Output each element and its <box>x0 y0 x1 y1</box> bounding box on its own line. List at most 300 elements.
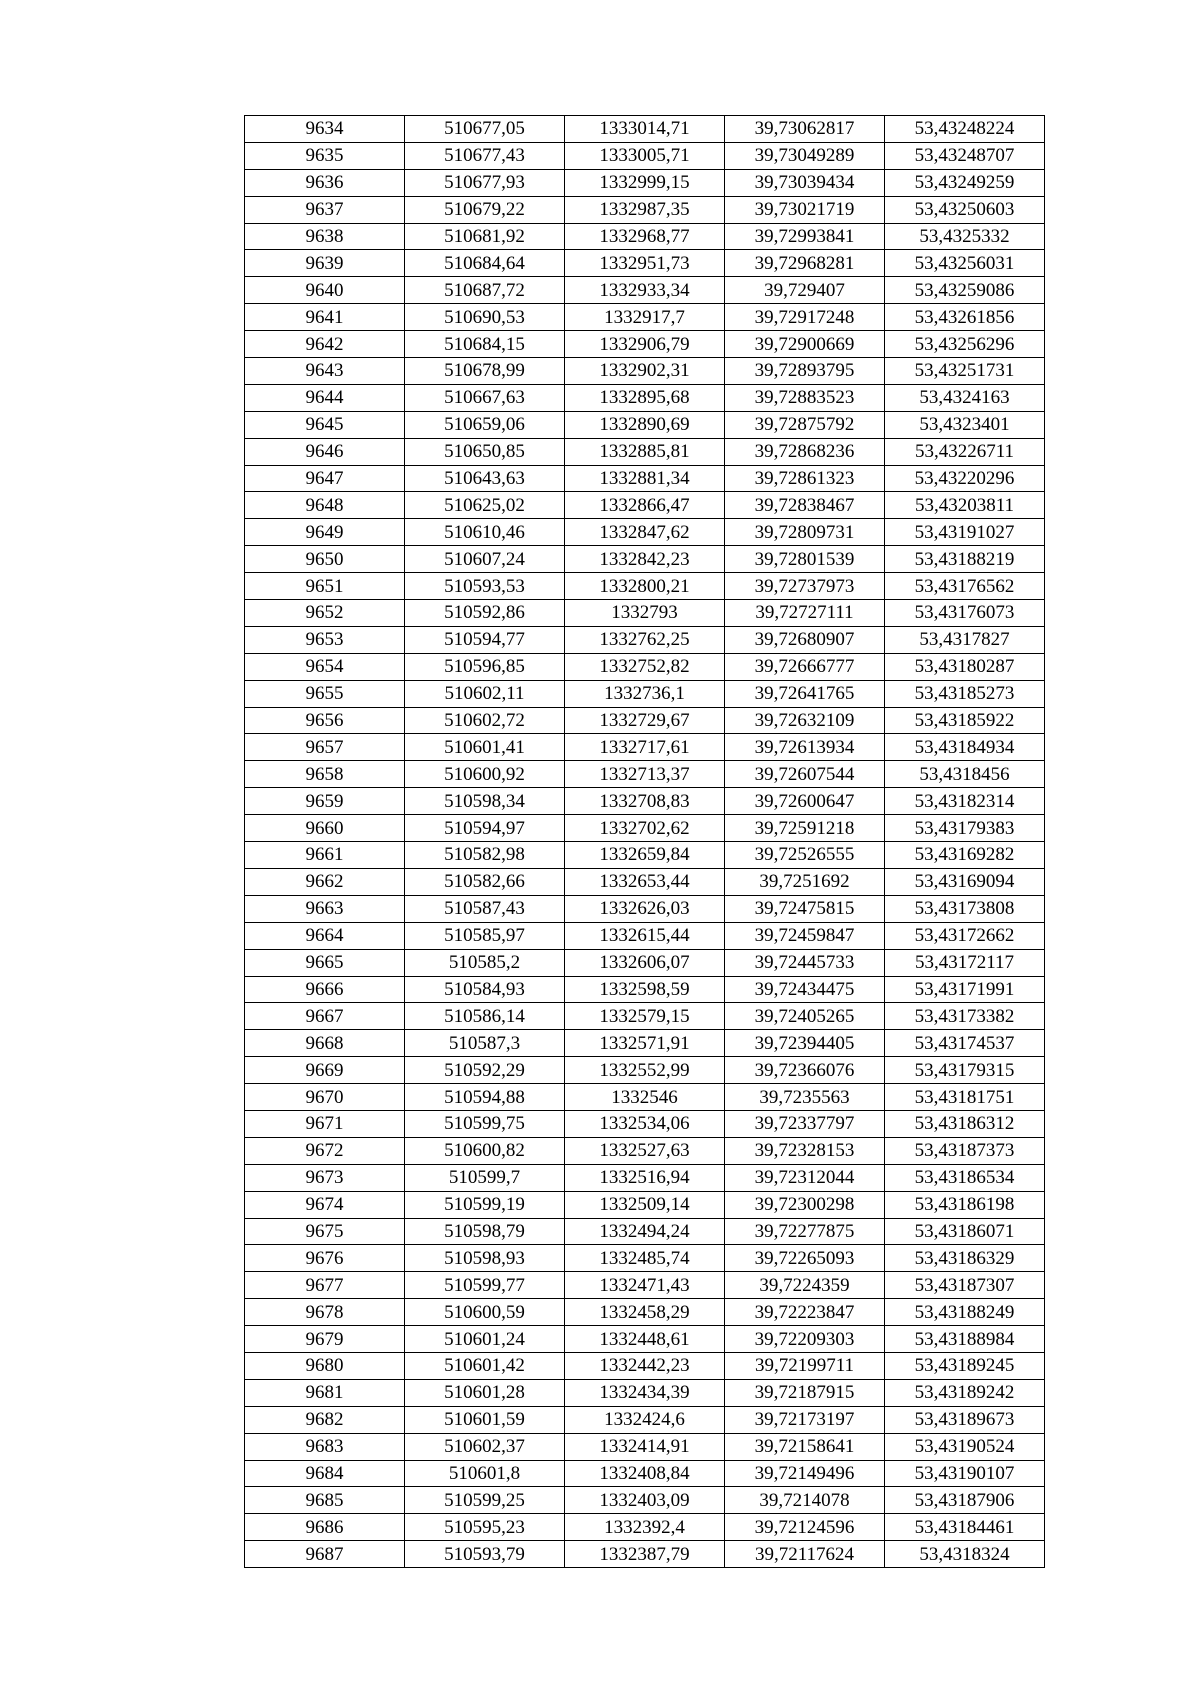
latitude-cell: 53,43220296 <box>885 465 1045 492</box>
y-coordinate-cell: 1332414,91 <box>565 1433 725 1460</box>
table-row <box>245 1110 1045 1137</box>
point-number-cell: 9671 <box>245 1110 405 1137</box>
latitude-cell: 53,43188984 <box>885 1326 1045 1353</box>
y-coordinate-cell: 1332434,39 <box>565 1379 725 1406</box>
longitude-cell: 39,72277875 <box>725 1218 885 1245</box>
x-coordinate-cell: 510607,24 <box>405 546 565 573</box>
y-coordinate-cell: 1332717,61 <box>565 734 725 761</box>
longitude-cell: 39,72883523 <box>725 384 885 411</box>
table-row <box>245 1487 1045 1514</box>
table-row <box>245 788 1045 815</box>
latitude-cell: 53,43173808 <box>885 895 1045 922</box>
longitude-cell: 39,7214078 <box>725 1487 885 1514</box>
latitude-cell: 53,43185922 <box>885 707 1045 734</box>
point-number-cell: 9685 <box>245 1487 405 1514</box>
point-number-cell: 9677 <box>245 1272 405 1299</box>
longitude-cell: 39,72187915 <box>725 1379 885 1406</box>
y-coordinate-cell: 1332713,37 <box>565 761 725 788</box>
table-row <box>245 1057 1045 1084</box>
x-coordinate-cell: 510600,59 <box>405 1299 565 1326</box>
longitude-cell: 39,73049289 <box>725 142 885 169</box>
table-row <box>245 465 1045 492</box>
x-coordinate-cell: 510625,02 <box>405 492 565 519</box>
table-row <box>245 277 1045 304</box>
x-coordinate-cell: 510599,19 <box>405 1191 565 1218</box>
y-coordinate-cell: 1332579,15 <box>565 1003 725 1030</box>
point-number-cell: 9651 <box>245 573 405 600</box>
longitude-cell: 39,72366076 <box>725 1057 885 1084</box>
latitude-cell: 53,43188219 <box>885 546 1045 573</box>
table-row <box>245 250 1045 277</box>
point-number-cell: 9679 <box>245 1326 405 1353</box>
longitude-cell: 39,72632109 <box>725 707 885 734</box>
table-row <box>245 761 1045 788</box>
table-row <box>245 600 1045 627</box>
y-coordinate-cell: 1332752,82 <box>565 653 725 680</box>
x-coordinate-cell: 510586,14 <box>405 1003 565 1030</box>
x-coordinate-cell: 510599,75 <box>405 1110 565 1137</box>
longitude-cell: 39,72337797 <box>725 1110 885 1137</box>
table-row <box>245 573 1045 600</box>
point-number-cell: 9654 <box>245 653 405 680</box>
longitude-cell: 39,72526555 <box>725 842 885 869</box>
x-coordinate-cell: 510585,2 <box>405 949 565 976</box>
table-row <box>245 1272 1045 1299</box>
longitude-cell: 39,72641765 <box>725 680 885 707</box>
x-coordinate-cell: 510602,37 <box>405 1433 565 1460</box>
y-coordinate-cell: 1332866,47 <box>565 492 725 519</box>
y-coordinate-cell: 1332485,74 <box>565 1245 725 1272</box>
table-row <box>245 734 1045 761</box>
latitude-cell: 53,43226711 <box>885 438 1045 465</box>
point-number-cell: 9670 <box>245 1084 405 1111</box>
point-number-cell: 9663 <box>245 895 405 922</box>
longitude-cell: 39,72209303 <box>725 1326 885 1353</box>
x-coordinate-cell: 510601,28 <box>405 1379 565 1406</box>
point-number-cell: 9664 <box>245 922 405 949</box>
x-coordinate-cell: 510594,97 <box>405 815 565 842</box>
x-coordinate-cell: 510582,66 <box>405 868 565 895</box>
table-row <box>245 1352 1045 1379</box>
longitude-cell: 39,72199711 <box>725 1352 885 1379</box>
x-coordinate-cell: 510598,93 <box>405 1245 565 1272</box>
table-row <box>245 949 1045 976</box>
x-coordinate-cell: 510690,53 <box>405 304 565 331</box>
x-coordinate-cell: 510592,86 <box>405 600 565 627</box>
y-coordinate-cell: 1332847,62 <box>565 519 725 546</box>
y-coordinate-cell: 1332881,34 <box>565 465 725 492</box>
x-coordinate-cell: 510587,3 <box>405 1030 565 1057</box>
x-coordinate-cell: 510677,43 <box>405 142 565 169</box>
table-row <box>245 653 1045 680</box>
x-coordinate-cell: 510679,22 <box>405 196 565 223</box>
y-coordinate-cell: 1332626,03 <box>565 895 725 922</box>
y-coordinate-cell: 1332917,7 <box>565 304 725 331</box>
latitude-cell: 53,43180287 <box>885 653 1045 680</box>
longitude-cell: 39,72801539 <box>725 546 885 573</box>
y-coordinate-cell: 1332702,62 <box>565 815 725 842</box>
longitude-cell: 39,72328153 <box>725 1137 885 1164</box>
point-number-cell: 9659 <box>245 788 405 815</box>
table-row <box>245 1245 1045 1272</box>
latitude-cell: 53,43186329 <box>885 1245 1045 1272</box>
latitude-cell: 53,43169282 <box>885 842 1045 869</box>
point-number-cell: 9678 <box>245 1299 405 1326</box>
y-coordinate-cell: 1332902,31 <box>565 358 725 385</box>
point-number-cell: 9638 <box>245 223 405 250</box>
point-number-cell: 9681 <box>245 1379 405 1406</box>
x-coordinate-cell: 510601,8 <box>405 1460 565 1487</box>
x-coordinate-cell: 510599,77 <box>405 1272 565 1299</box>
longitude-cell: 39,72312044 <box>725 1164 885 1191</box>
table-row <box>245 680 1045 707</box>
table-row <box>245 304 1045 331</box>
point-number-cell: 9640 <box>245 277 405 304</box>
x-coordinate-cell: 510585,97 <box>405 922 565 949</box>
table-row <box>245 976 1045 1003</box>
table-row <box>245 1299 1045 1326</box>
table-row <box>245 169 1045 196</box>
latitude-cell: 53,43182314 <box>885 788 1045 815</box>
latitude-cell: 53,43187373 <box>885 1137 1045 1164</box>
point-number-cell: 9662 <box>245 868 405 895</box>
point-number-cell: 9674 <box>245 1191 405 1218</box>
table-row <box>245 1326 1045 1353</box>
latitude-cell: 53,43184934 <box>885 734 1045 761</box>
latitude-cell: 53,43190524 <box>885 1433 1045 1460</box>
point-number-cell: 9665 <box>245 949 405 976</box>
x-coordinate-cell: 510596,85 <box>405 653 565 680</box>
x-coordinate-cell: 510600,92 <box>405 761 565 788</box>
x-coordinate-cell: 510601,24 <box>405 1326 565 1353</box>
y-coordinate-cell: 1332933,34 <box>565 277 725 304</box>
longitude-cell: 39,72117624 <box>725 1541 885 1568</box>
x-coordinate-cell: 510643,63 <box>405 465 565 492</box>
latitude-cell: 53,43249259 <box>885 169 1045 196</box>
table-row <box>245 1379 1045 1406</box>
latitude-cell: 53,43169094 <box>885 868 1045 895</box>
table-row <box>245 1460 1045 1487</box>
point-number-cell: 9636 <box>245 169 405 196</box>
longitude-cell: 39,72861323 <box>725 465 885 492</box>
latitude-cell: 53,4318456 <box>885 761 1045 788</box>
table-row <box>245 815 1045 842</box>
longitude-cell: 39,72434475 <box>725 976 885 1003</box>
point-number-cell: 9669 <box>245 1057 405 1084</box>
longitude-cell: 39,72993841 <box>725 223 885 250</box>
latitude-cell: 53,43187906 <box>885 1487 1045 1514</box>
y-coordinate-cell: 1332403,09 <box>565 1487 725 1514</box>
table-row <box>245 1218 1045 1245</box>
longitude-cell: 39,72680907 <box>725 626 885 653</box>
latitude-cell: 53,43179383 <box>885 815 1045 842</box>
point-number-cell: 9684 <box>245 1460 405 1487</box>
coordinates-table <box>244 115 1045 1568</box>
coordinates-table-body <box>245 116 1045 1568</box>
point-number-cell: 9639 <box>245 250 405 277</box>
table-row <box>245 196 1045 223</box>
point-number-cell: 9673 <box>245 1164 405 1191</box>
y-coordinate-cell: 1332987,35 <box>565 196 725 223</box>
point-number-cell: 9643 <box>245 358 405 385</box>
y-coordinate-cell: 1332527,63 <box>565 1137 725 1164</box>
longitude-cell: 39,72900669 <box>725 331 885 358</box>
point-number-cell: 9672 <box>245 1137 405 1164</box>
y-coordinate-cell: 1332516,94 <box>565 1164 725 1191</box>
longitude-cell: 39,72968281 <box>725 250 885 277</box>
table-row <box>245 358 1045 385</box>
latitude-cell: 53,43248707 <box>885 142 1045 169</box>
point-number-cell: 9634 <box>245 116 405 143</box>
point-number-cell: 9645 <box>245 411 405 438</box>
longitude-cell: 39,72666777 <box>725 653 885 680</box>
longitude-cell: 39,72875792 <box>725 411 885 438</box>
y-coordinate-cell: 1332442,23 <box>565 1352 725 1379</box>
x-coordinate-cell: 510684,15 <box>405 331 565 358</box>
y-coordinate-cell: 1332546 <box>565 1084 725 1111</box>
latitude-cell: 53,43186198 <box>885 1191 1045 1218</box>
latitude-cell: 53,4324163 <box>885 384 1045 411</box>
point-number-cell: 9680 <box>245 1352 405 1379</box>
point-number-cell: 9635 <box>245 142 405 169</box>
x-coordinate-cell: 510659,06 <box>405 411 565 438</box>
longitude-cell: 39,72613934 <box>725 734 885 761</box>
x-coordinate-cell: 510598,79 <box>405 1218 565 1245</box>
y-coordinate-cell: 1332762,25 <box>565 626 725 653</box>
latitude-cell: 53,43176562 <box>885 573 1045 600</box>
longitude-cell: 39,73062817 <box>725 116 885 143</box>
point-number-cell: 9655 <box>245 680 405 707</box>
latitude-cell: 53,43189242 <box>885 1379 1045 1406</box>
y-coordinate-cell: 1333005,71 <box>565 142 725 169</box>
x-coordinate-cell: 510599,7 <box>405 1164 565 1191</box>
x-coordinate-cell: 510598,34 <box>405 788 565 815</box>
latitude-cell: 53,43191027 <box>885 519 1045 546</box>
table-row <box>245 895 1045 922</box>
table-row <box>245 546 1045 573</box>
y-coordinate-cell: 1332999,15 <box>565 169 725 196</box>
longitude-cell: 39,72607544 <box>725 761 885 788</box>
latitude-cell: 53,4318324 <box>885 1541 1045 1568</box>
longitude-cell: 39,72591218 <box>725 815 885 842</box>
longitude-cell: 39,72727111 <box>725 600 885 627</box>
x-coordinate-cell: 510582,98 <box>405 842 565 869</box>
longitude-cell: 39,72158641 <box>725 1433 885 1460</box>
y-coordinate-cell: 1332408,84 <box>565 1460 725 1487</box>
latitude-cell: 53,43189673 <box>885 1406 1045 1433</box>
table-row <box>245 1514 1045 1541</box>
latitude-cell: 53,43203811 <box>885 492 1045 519</box>
point-number-cell: 9644 <box>245 384 405 411</box>
latitude-cell: 53,43251731 <box>885 358 1045 385</box>
latitude-cell: 53,4317827 <box>885 626 1045 653</box>
table-row <box>245 116 1045 143</box>
x-coordinate-cell: 510687,72 <box>405 277 565 304</box>
x-coordinate-cell: 510594,77 <box>405 626 565 653</box>
y-coordinate-cell: 1332793 <box>565 600 725 627</box>
longitude-cell: 39,72124596 <box>725 1514 885 1541</box>
x-coordinate-cell: 510678,99 <box>405 358 565 385</box>
point-number-cell: 9661 <box>245 842 405 869</box>
latitude-cell: 53,43250603 <box>885 196 1045 223</box>
point-number-cell: 9666 <box>245 976 405 1003</box>
latitude-cell: 53,43259086 <box>885 277 1045 304</box>
point-number-cell: 9660 <box>245 815 405 842</box>
x-coordinate-cell: 510610,46 <box>405 519 565 546</box>
table-row <box>245 842 1045 869</box>
y-coordinate-cell: 1332534,06 <box>565 1110 725 1137</box>
longitude-cell: 39,729407 <box>725 277 885 304</box>
table-row <box>245 1084 1045 1111</box>
latitude-cell: 53,43179315 <box>885 1057 1045 1084</box>
longitude-cell: 39,72737973 <box>725 573 885 600</box>
longitude-cell: 39,72459847 <box>725 922 885 949</box>
point-number-cell: 9649 <box>245 519 405 546</box>
latitude-cell: 53,43185273 <box>885 680 1045 707</box>
table-row <box>245 223 1045 250</box>
latitude-cell: 53,43174537 <box>885 1030 1045 1057</box>
point-number-cell: 9646 <box>245 438 405 465</box>
point-number-cell: 9653 <box>245 626 405 653</box>
y-coordinate-cell: 1332598,59 <box>565 976 725 1003</box>
y-coordinate-cell: 1332729,67 <box>565 707 725 734</box>
y-coordinate-cell: 1332471,43 <box>565 1272 725 1299</box>
longitude-cell: 39,72265093 <box>725 1245 885 1272</box>
x-coordinate-cell: 510602,11 <box>405 680 565 707</box>
y-coordinate-cell: 1332615,44 <box>565 922 725 949</box>
x-coordinate-cell: 510595,23 <box>405 1514 565 1541</box>
y-coordinate-cell: 1332509,14 <box>565 1191 725 1218</box>
y-coordinate-cell: 1332571,91 <box>565 1030 725 1057</box>
y-coordinate-cell: 1332606,07 <box>565 949 725 976</box>
longitude-cell: 39,72809731 <box>725 519 885 546</box>
table-row <box>245 1164 1045 1191</box>
x-coordinate-cell: 510677,93 <box>405 169 565 196</box>
point-number-cell: 9687 <box>245 1541 405 1568</box>
latitude-cell: 53,43181751 <box>885 1084 1045 1111</box>
table-row <box>245 142 1045 169</box>
x-coordinate-cell: 510667,63 <box>405 384 565 411</box>
longitude-cell: 39,72868236 <box>725 438 885 465</box>
latitude-cell: 53,43189245 <box>885 1352 1045 1379</box>
y-coordinate-cell: 1332951,73 <box>565 250 725 277</box>
x-coordinate-cell: 510594,88 <box>405 1084 565 1111</box>
longitude-cell: 39,72475815 <box>725 895 885 922</box>
point-number-cell: 9656 <box>245 707 405 734</box>
table-row <box>245 411 1045 438</box>
latitude-cell: 53,43186071 <box>885 1218 1045 1245</box>
table-row <box>245 626 1045 653</box>
longitude-cell: 39,7251692 <box>725 868 885 895</box>
y-coordinate-cell: 1332494,24 <box>565 1218 725 1245</box>
longitude-cell: 39,72917248 <box>725 304 885 331</box>
latitude-cell: 53,43188249 <box>885 1299 1045 1326</box>
table-row <box>245 438 1045 465</box>
x-coordinate-cell: 510593,79 <box>405 1541 565 1568</box>
point-number-cell: 9650 <box>245 546 405 573</box>
y-coordinate-cell: 1332653,44 <box>565 868 725 895</box>
latitude-cell: 53,43186312 <box>885 1110 1045 1137</box>
point-number-cell: 9667 <box>245 1003 405 1030</box>
table-row <box>245 1003 1045 1030</box>
table-row <box>245 1191 1045 1218</box>
x-coordinate-cell: 510592,29 <box>405 1057 565 1084</box>
point-number-cell: 9641 <box>245 304 405 331</box>
table-row <box>245 1030 1045 1057</box>
y-coordinate-cell: 1332736,1 <box>565 680 725 707</box>
y-coordinate-cell: 1332708,83 <box>565 788 725 815</box>
table-row <box>245 519 1045 546</box>
y-coordinate-cell: 1332387,79 <box>565 1541 725 1568</box>
latitude-cell: 53,43190107 <box>885 1460 1045 1487</box>
latitude-cell: 53,43256031 <box>885 250 1045 277</box>
latitude-cell: 53,43256296 <box>885 331 1045 358</box>
latitude-cell: 53,43176073 <box>885 600 1045 627</box>
point-number-cell: 9658 <box>245 761 405 788</box>
longitude-cell: 39,72149496 <box>725 1460 885 1487</box>
point-number-cell: 9648 <box>245 492 405 519</box>
table-row <box>245 1433 1045 1460</box>
point-number-cell: 9682 <box>245 1406 405 1433</box>
longitude-cell: 39,7224359 <box>725 1272 885 1299</box>
table-row <box>245 384 1045 411</box>
y-coordinate-cell: 1332659,84 <box>565 842 725 869</box>
point-number-cell: 9668 <box>245 1030 405 1057</box>
table-row <box>245 1406 1045 1433</box>
y-coordinate-cell: 1332392,4 <box>565 1514 725 1541</box>
longitude-cell: 39,72445733 <box>725 949 885 976</box>
y-coordinate-cell: 1332842,23 <box>565 546 725 573</box>
x-coordinate-cell: 510602,72 <box>405 707 565 734</box>
y-coordinate-cell: 1332906,79 <box>565 331 725 358</box>
latitude-cell: 53,43187307 <box>885 1272 1045 1299</box>
point-number-cell: 9637 <box>245 196 405 223</box>
longitude-cell: 39,72394405 <box>725 1030 885 1057</box>
latitude-cell: 53,43172117 <box>885 949 1045 976</box>
y-coordinate-cell: 1332890,69 <box>565 411 725 438</box>
x-coordinate-cell: 510684,64 <box>405 250 565 277</box>
table-row <box>245 868 1045 895</box>
y-coordinate-cell: 1332968,77 <box>565 223 725 250</box>
longitude-cell: 39,72405265 <box>725 1003 885 1030</box>
y-coordinate-cell: 1332552,99 <box>565 1057 725 1084</box>
point-number-cell: 9676 <box>245 1245 405 1272</box>
x-coordinate-cell: 510601,42 <box>405 1352 565 1379</box>
point-number-cell: 9652 <box>245 600 405 627</box>
y-coordinate-cell: 1332800,21 <box>565 573 725 600</box>
y-coordinate-cell: 1332895,68 <box>565 384 725 411</box>
point-number-cell: 9657 <box>245 734 405 761</box>
latitude-cell: 53,43261856 <box>885 304 1045 331</box>
table-row <box>245 331 1045 358</box>
point-number-cell: 9686 <box>245 1514 405 1541</box>
longitude-cell: 39,72838467 <box>725 492 885 519</box>
x-coordinate-cell: 510650,85 <box>405 438 565 465</box>
x-coordinate-cell: 510584,93 <box>405 976 565 1003</box>
y-coordinate-cell: 1332424,6 <box>565 1406 725 1433</box>
point-number-cell: 9642 <box>245 331 405 358</box>
longitude-cell: 39,72300298 <box>725 1191 885 1218</box>
y-coordinate-cell: 1333014,71 <box>565 116 725 143</box>
table-row <box>245 492 1045 519</box>
table-row <box>245 1541 1045 1568</box>
latitude-cell: 53,43184461 <box>885 1514 1045 1541</box>
x-coordinate-cell: 510593,53 <box>405 573 565 600</box>
x-coordinate-cell: 510601,41 <box>405 734 565 761</box>
x-coordinate-cell: 510587,43 <box>405 895 565 922</box>
longitude-cell: 39,72893795 <box>725 358 885 385</box>
table-row <box>245 1137 1045 1164</box>
